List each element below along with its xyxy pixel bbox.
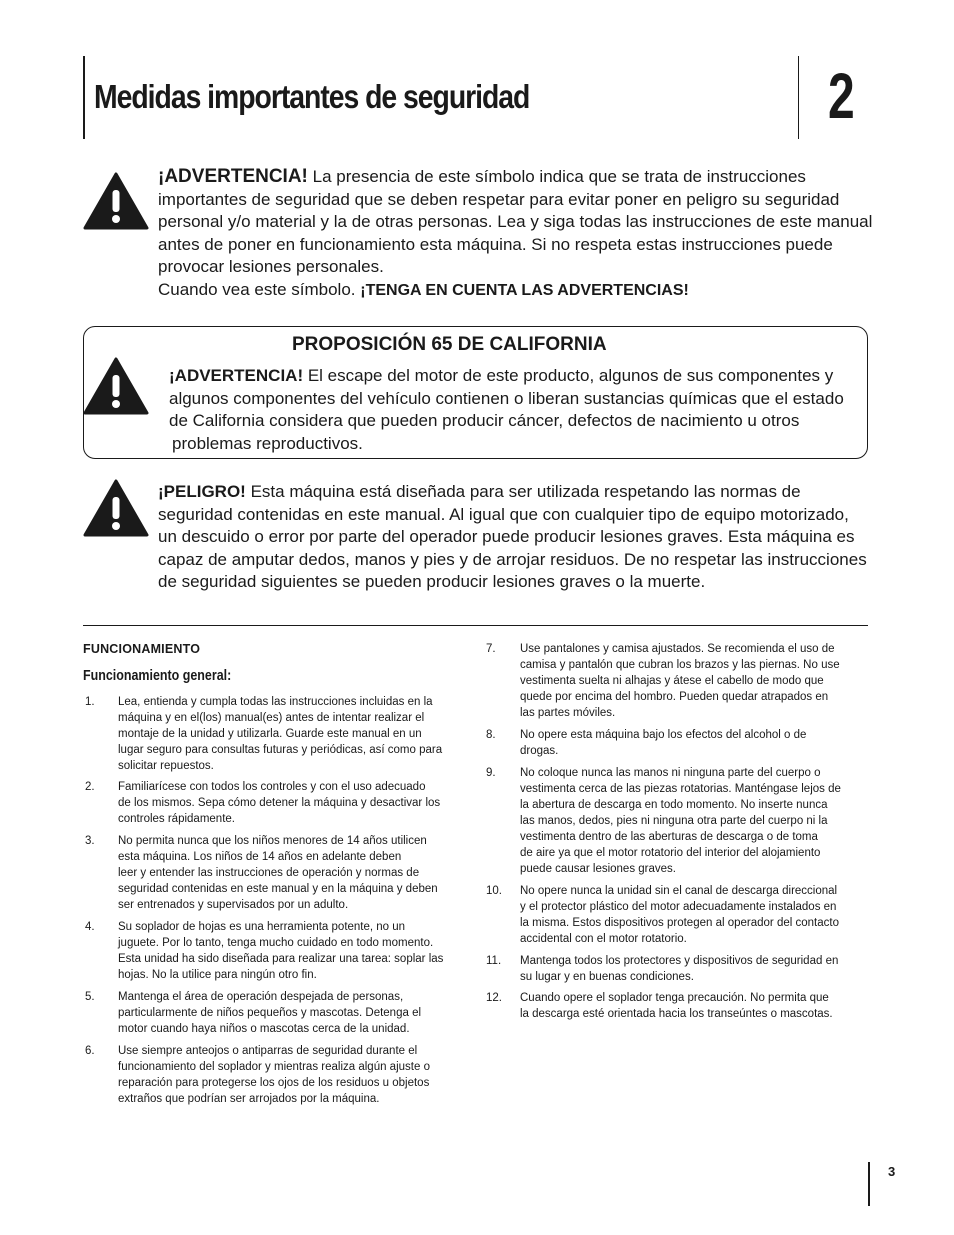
header-left-rule bbox=[83, 56, 85, 139]
section-divider bbox=[83, 625, 868, 626]
danger-line: de seguridad siguientes se pueden producir lesiones graves o la muerte. bbox=[158, 572, 706, 591]
list-item: Mantenga todos los protectores y dispositivos de seguridad en su lugar y en buenas condiciones. bbox=[520, 955, 839, 983]
page-title: Medidas importantes de seguridad bbox=[94, 78, 530, 115]
list-item-number: 4. bbox=[85, 921, 95, 933]
prop65-lead: ¡ADVERTENCIA! bbox=[169, 366, 304, 385]
list-item: Su soplador de hojas es una herramienta potente, no un juguete. Por lo tanto, tenga mucho cuidado en todo momento. Esta unidad ha sido diseñada para realizar una tarea: soplar las hojas. No la utilice para ningún otro fin. bbox=[118, 921, 444, 981]
warning-triangle-icon bbox=[83, 479, 149, 537]
list-item: Familiarícese con todos los controles y con el uso adecuado de los mismos. Sepa cómo detener la máquina y desactivar los controles rápidamente. bbox=[118, 781, 441, 825]
danger-line: capaz de amputar dedos, manos y pies y de arrojar residuos. De no respetar las instrucciones bbox=[158, 549, 867, 569]
list-item-number: 9. bbox=[486, 767, 496, 779]
warning-line: personal y/o material y la de otras personas. Lea y siga todas las instrucciones de este manual bbox=[158, 212, 873, 231]
warning-last-prefix: Cuando vea este símbolo. bbox=[158, 279, 356, 299]
warning-line: antes de poner en funcionamiento esta máquina. Si no respeta estas instrucciones puede bbox=[158, 234, 833, 254]
list-item-number: 12. bbox=[486, 992, 502, 1004]
prop65-line: problemas reproductivos. bbox=[172, 433, 363, 453]
prop65-title: PROPOSICIÓN 65 DE CALIFORNIA bbox=[292, 334, 607, 355]
list-item: No coloque nunca las manos ni ninguna parte del cuerpo o vestimenta cerca de las piezas rotatorias. Manténgase lejos de la abertura de descarga en todo momento. No inserte nunca las manos, dedos, pies ni ninguna otra parte del cuerpo ni la vestimenta dentro de las aberturas de descarga o de toma de aire ya que el motor rotatorio del interior del alojamiento puede causar lesiones graves. bbox=[520, 767, 841, 875]
warning-line: provocar lesiones personales. bbox=[158, 257, 384, 276]
warning-lead: ¡ADVERTENCIA! bbox=[158, 166, 308, 187]
warning-line: importantes de seguridad que se deben respetar para evitar poner en peligro su seguridad bbox=[158, 189, 840, 209]
subsection-heading: Funcionamiento general: bbox=[83, 668, 232, 684]
list-item: Use siempre anteojos o antiparras de seguridad durante el funcionamiento del soplador y mientras realiza algún ajuste o reparación para protegerse los ojos de los residuos u objetos extraños que podrían ser arrojados por la máquina. bbox=[118, 1045, 430, 1105]
list-item-number: 10. bbox=[486, 885, 502, 897]
list-item-number: 6. bbox=[85, 1045, 95, 1057]
prop65-paragraph bbox=[169, 365, 864, 455]
prop65-line: algunos componentes del vehículo contienen o liberan sustancias químicas que el estado bbox=[169, 388, 844, 408]
danger-line: un descuido o error por parte del operador puede producir lesiones graves. Esta máquina es bbox=[158, 527, 855, 546]
list-item-number: 2. bbox=[85, 781, 95, 793]
chapter-number: 2 bbox=[828, 60, 855, 132]
list-item-number: 3. bbox=[85, 835, 95, 847]
list-item: No opere esta máquina bajo los efectos del alcohol o de drogas. bbox=[520, 729, 807, 757]
list-item: Cuando opere el soplador tenga precaución. No permita que la descarga esté orientada hacia los transeúntes o mascotas. bbox=[520, 992, 833, 1020]
list-item: Mantenga el área de operación despejada de personas, particularmente de niños pequeños y mascotas. Detenga el motor cuando haya niños o mascotas cerca de la unidad. bbox=[118, 991, 422, 1035]
list-item: No permita nunca que los niños menores de 14 años utilicen esta máquina. Los niños de 14 años en adelante deben leer y entender las instrucciones de operación y normas de seguridad contenidas en este manual y en la máquina y deben ser entrenados y supervisados por un adulto. bbox=[118, 835, 438, 911]
prop65-line: de California considera que pueden producir cáncer, defectos de nacimiento u otros bbox=[169, 411, 800, 430]
list-item-number: 8. bbox=[486, 729, 496, 741]
list-item: Lea, entienda y cumpla todas las instrucciones incluidas en la máquina y en el(los) manual(es) antes de intentar realizar el montaje de la unidad y utilizarla. Guarde este manual en un lugar seguro para consultas futuras y periódicas, así como para solicitar repuestos. bbox=[118, 696, 443, 772]
header-right-rule bbox=[798, 56, 799, 139]
warning-triangle-icon bbox=[83, 357, 149, 415]
warning-last-bold: ¡TENGA EN CUENTA LAS ADVERTENCIAS! bbox=[360, 281, 689, 299]
danger-lead: ¡PELIGRO! bbox=[158, 482, 246, 501]
warning-line: La presencia de este símbolo indica que se trata de instrucciones bbox=[312, 167, 806, 186]
page-number: 3 bbox=[888, 1164, 896, 1179]
danger-line: seguridad contenidas en este manual. Al igual que con cualquier tipo de equipo motorizado, bbox=[158, 504, 849, 524]
list-item-number: 11. bbox=[486, 955, 502, 967]
list-item: No opere nunca la unidad sin el canal de descarga direccional y el protector plástico del motor adecuadamente instalados en la misma. Estos dispositivos protegen al operador del contacto accidental con el motor rotatorio. bbox=[520, 885, 839, 945]
list-item: Use pantalones y camisa ajustados. Se recomienda el uso de camisa y pantalón que cubran los brazos y las piernas. No use vestimenta suelta ni alhajas y átese el cabello de modo que quede por encima del hombro. Pueden quedar atrapados en las partes móviles. bbox=[520, 643, 840, 719]
danger-line: Esta máquina está diseñada para ser utilizada respetando las normas de bbox=[250, 482, 801, 501]
warning-triangle-icon bbox=[83, 172, 149, 230]
list-item-number: 1. bbox=[85, 696, 95, 708]
list-item-number: 5. bbox=[85, 991, 95, 1003]
footer-rule bbox=[868, 1162, 870, 1206]
list-item-number: 7. bbox=[486, 643, 496, 655]
prop65-line: El escape del motor de este producto, algunos de sus componentes y bbox=[307, 366, 834, 385]
section-heading: FUNCIONAMIENTO bbox=[83, 642, 201, 656]
danger-paragraph bbox=[158, 481, 878, 594]
warning-paragraph bbox=[158, 166, 878, 302]
